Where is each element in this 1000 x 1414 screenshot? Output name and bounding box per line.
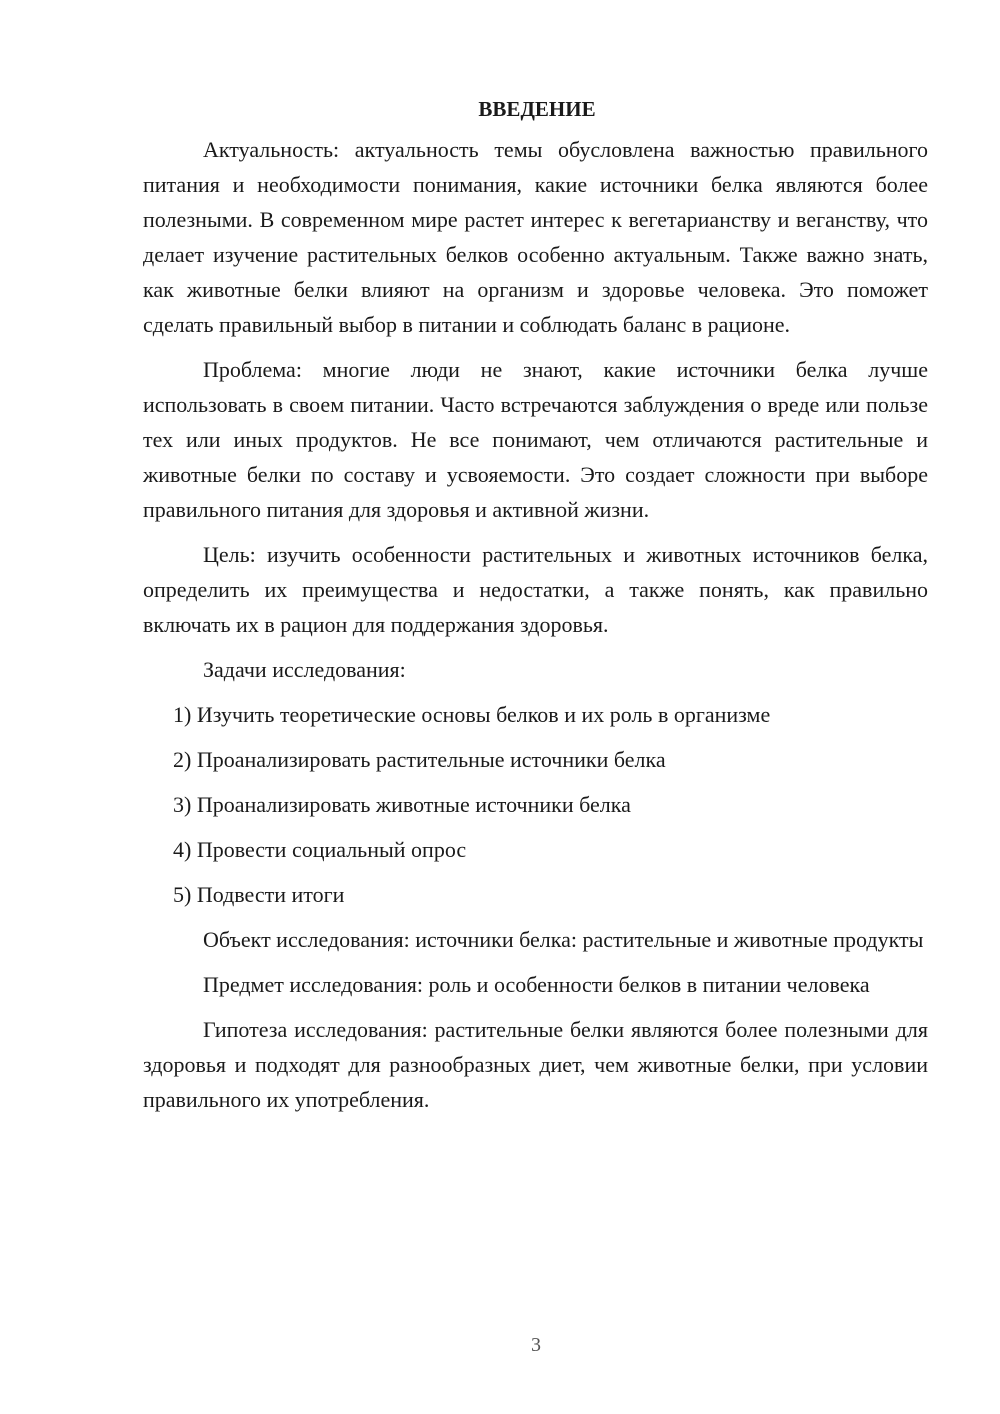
task-item: 5) Подвести итоги	[173, 882, 345, 907]
task-item: 2) Проанализировать растительные источники белка	[173, 747, 666, 772]
task-item: 1) Изучить теоретические основы белков и их роль в организме	[173, 702, 771, 727]
task-item: 4) Провести социальный опрос	[173, 837, 467, 862]
page-number: 3	[531, 1334, 541, 1356]
paragraph-goal: Цель: изучить особенности растительных и животных источников белка, определить их преимущества и недостатки, а также понять, как правильно включать их в рацион для поддержания здоровья.	[143, 542, 928, 637]
paragraph-problem: Проблема: многие люди не знают, какие источники белка лучше использовать в своем питании. Часто встречаются заблуждения о вреде или пользе тех или иных продуктов. Не все понимают, чем отличаются растительные и животные белки по составу и усвояемости. Это создает сложности при выборе правильного питания для здоровья и активной жизни.	[143, 357, 928, 522]
document-body	[143, 92, 928, 1127]
tasks-heading: Задачи исследования:	[203, 657, 406, 682]
task-list	[143, 697, 928, 912]
paragraph-object: Объект исследования: источники белка: растительные и животные продукты	[203, 927, 924, 952]
paragraph-subject: Предмет исследования: роль и особенности белков в питании человека	[203, 972, 870, 997]
task-item: 3) Проанализировать животные источники белка	[173, 792, 631, 817]
section-title: ВВЕДЕНИЕ	[478, 97, 596, 121]
paragraph-hypothesis: Гипотеза исследования: растительные белки являются более полезными для здоровья и подходят для разнообразных диет, чем животные белки, при условии правильного их употребления.	[143, 1017, 928, 1112]
paragraph-relevance: Актуальность: актуальность темы обусловлена важностью правильного питания и необходимости понимания, какие источники белка являются более полезными. В современном мире растет интерес к вегетарианству и веганству, что делает изучение растительных белков особенно актуальным. Также важно знать, как животные белки влияют на организм и здоровье человека. Это поможет сделать правильный выбор в питании и соблюдать баланс в рационе.	[143, 137, 928, 337]
